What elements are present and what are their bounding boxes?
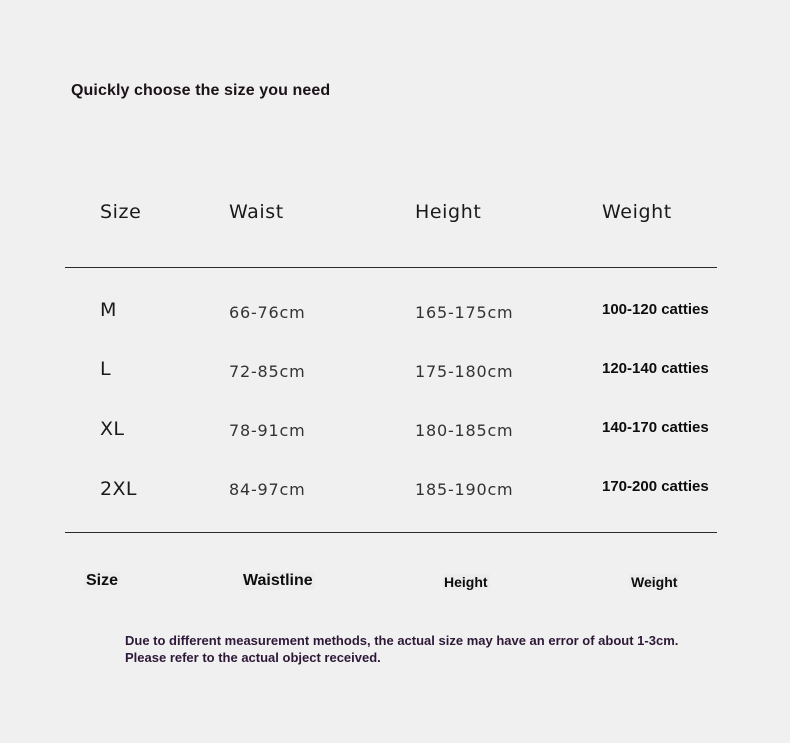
row-size: 2XL xyxy=(100,478,137,500)
row-weight: 100-120 catties xyxy=(602,301,709,318)
footer-weight-label: Weight xyxy=(631,574,678,590)
footer-waistline-label: Waistline xyxy=(243,572,313,589)
row-height: 185-190cm xyxy=(415,480,514,499)
row-weight: 170-200 catties xyxy=(602,478,709,495)
row-height: 180-185cm xyxy=(415,421,514,440)
row-waist: 78-91cm xyxy=(229,421,306,440)
page-title: Quickly choose the size you need xyxy=(71,82,331,99)
row-waist: 72-85cm xyxy=(229,362,306,381)
row-weight: 120-140 catties xyxy=(602,360,709,377)
row-size: XL xyxy=(100,418,125,440)
footer-height-label: Height xyxy=(444,574,488,590)
row-size: L xyxy=(100,358,111,380)
footer-size-label: Size xyxy=(86,572,119,589)
header-waist: Waist xyxy=(229,201,284,223)
row-waist: 84-97cm xyxy=(229,480,306,499)
header-weight: Weight xyxy=(602,201,672,223)
row-height: 165-175cm xyxy=(415,303,514,322)
row-height: 175-180cm xyxy=(415,362,514,381)
measurement-note: Due to different measurement methods, the actual size may have an error of about 1-3cm. Please refer to the actual object received. xyxy=(125,633,679,665)
header-height: Height xyxy=(415,201,482,223)
table-top-rule xyxy=(65,267,717,268)
row-waist: 66-76cm xyxy=(229,303,306,322)
row-weight: 140-170 catties xyxy=(602,419,709,436)
table-bottom-rule xyxy=(65,532,717,533)
header-size: Size xyxy=(100,201,142,223)
row-size: M xyxy=(100,299,117,321)
